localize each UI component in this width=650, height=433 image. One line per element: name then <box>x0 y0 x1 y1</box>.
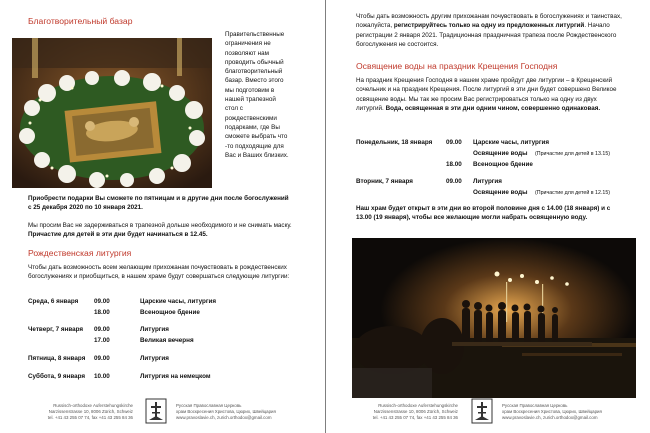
bazaar-line: подарками, где Вы <box>225 123 280 131</box>
schedule-time: 09.00 <box>94 355 110 362</box>
icon-with-flowers-photo <box>12 38 212 188</box>
schedule-service: Литургия на немецком <box>140 373 211 380</box>
night-water-blessing-photo <box>352 238 636 398</box>
bazaar-line: проводить обычный <box>225 58 284 66</box>
footer-line: Русская Православная Церковь <box>176 403 242 408</box>
closing-paragraph: Наш храм будет открыт в эти дни во второй половине дня с 14.00 (18 января) и с 13.00 (19 января), чтобы все желающие могли набрать освященную воду. <box>356 205 611 222</box>
schedule-service: Литургия <box>140 355 169 362</box>
schedule-day: Суббота, 9 января <box>28 373 86 380</box>
bazaar-line: ограничения не <box>225 40 271 48</box>
liturgy-intro: Чтобы дать возможность всем желающим прихожанам почувствовать в рождественских богослужениях и приобщиться, в нашем храме будут совершаться следующие литургии: <box>28 264 290 281</box>
schedule-day: Четверг, 7 января <box>28 326 84 333</box>
schedule-time: 10.00 <box>94 373 110 380</box>
bazaar-side-text <box>225 30 320 160</box>
footer-line: www.pravoslavie.ch, zurich.orthodox@gmail.com <box>176 414 272 420</box>
footer-line: Russisch-orthodoxe Auferstehungskirche <box>378 403 458 408</box>
footer-russian-address <box>176 403 276 420</box>
schedule-day: Понедельник, 18 января <box>356 139 433 146</box>
water-title: Освящение воды на праздник Крещения Господня <box>356 61 558 71</box>
schedule-time: 18.00 <box>446 161 462 168</box>
schedule-service: Великая вечерня <box>140 337 194 344</box>
schedule-day: Пятница, 8 января <box>28 355 86 362</box>
bazaar-title: Благотворительный базар <box>28 16 133 26</box>
schedule-time: 09.00 <box>446 139 462 146</box>
water-text: На праздник Крещения Господня в нашем храме пройдут две литургии – в Крещенский сочельник и на праздник Крещения. После литургий в эти дни будет совершено Великое освящение воды. Мы так же просим Вас регистрироваться только на одну из двух литургий. <box>356 77 617 112</box>
schedule-note: (Причастие для детей в 12.15) <box>535 190 611 196</box>
schedule-day: Среда, 6 января <box>28 298 79 305</box>
schedule-service: Всенощное бдение <box>140 309 200 316</box>
schedule-note: (Причастие для детей в 13.15) <box>535 151 611 157</box>
right-footer <box>326 393 650 433</box>
water-bold: Вода, освященная в эти дни одним чином, совершенно одинаковая. <box>385 104 601 112</box>
bazaar-note-text: Мы просим Вас не задерживаться в трапезной дольше необходимого и не снимать маску. <box>28 222 292 229</box>
bazaar-line: стол с <box>225 105 243 113</box>
left-footer <box>0 393 325 433</box>
intro-bold: регистрируйтесь только на одну из предложенных литургий <box>393 22 585 30</box>
bazaar-line: позволяют нам <box>225 49 269 57</box>
schedule-time: 17.00 <box>94 337 110 344</box>
footer-line: храм Воскресения Христова, Цюрих, Швейцария <box>502 408 602 414</box>
right-intro-paragraph <box>356 12 628 49</box>
bazaar-line: мы подготовим в <box>225 86 275 94</box>
schedule-service: Всенощное бдение <box>473 161 533 168</box>
schedule-time: 09.00 <box>94 326 110 333</box>
bazaar-line: сможете выбрать что <box>225 133 288 141</box>
intro-text: Чтобы дать возможность другим прихожанам почувствовать в богослужениях и таинствах, пожалуйста, <box>356 13 622 30</box>
footer-line: Narzissenstrasse 10, 8006 Zürich, Schweiz <box>48 408 133 414</box>
bazaar-line: -то подходящие для <box>225 142 284 150</box>
schedule-service: Литургия <box>473 178 502 185</box>
schedule-service: Царские часы, литургия <box>473 139 550 146</box>
bazaar-note-bold: Причастие для детей в эти дни будет начинаться в 12.45. <box>28 231 208 239</box>
schedule-service: Освящение воды <box>473 150 528 157</box>
bazaar-line: Правительственные <box>225 31 285 38</box>
water-paragraph <box>356 76 626 113</box>
footer-german-address <box>373 403 458 420</box>
schedule-time: 09.00 <box>446 178 462 185</box>
schedule-time: 18.00 <box>94 309 110 316</box>
footer-line: tel. +41 43 255 07 74, fax +41 43 255 84 36 <box>372 414 458 420</box>
footer-line: Russisch-orthodoxe Auferstehungskirche <box>53 403 133 408</box>
bazaar-bold-paragraph: Приобрести подарки Вы сможете по пятницам и в другие дни после богослужений с 25 декабря 2020 по 10 января 2021. <box>28 195 289 212</box>
schedule-service: Литургия <box>140 326 169 333</box>
schedule-time: 09.00 <box>94 298 110 305</box>
bazaar-note-paragraph <box>28 221 293 240</box>
footer-line: храм Воскресения Христова, Цюрих, Швейцария <box>176 408 276 414</box>
bazaar-line: Вас и Ваших близких. <box>225 151 289 159</box>
schedule-service: Освящение воды <box>473 189 528 196</box>
schedule-service: Царские часы, литургия <box>140 298 217 305</box>
intro-rest: . Начало регистрации 2 января 2021. Традиционная праздничная трапеза после Рождественского богослужения не состоится. <box>356 22 617 48</box>
footer-line: Русская Православная Церковь <box>502 403 568 408</box>
church-logo-icon <box>145 398 167 424</box>
bazaar-line: рождественскими <box>225 114 277 122</box>
footer-line: Narzissenstrasse 10, 8006 Zürich, Schweiz <box>373 408 458 414</box>
footer-line: tel. +41 43 255 07 74, fax +41 43 255 84 36 <box>47 414 133 420</box>
right-page <box>326 0 650 433</box>
schedule-day: Вторник, 7 января <box>356 178 413 185</box>
footer-german-address <box>48 403 133 420</box>
church-logo-icon <box>471 398 493 424</box>
bazaar-line: нашей трапезной <box>225 96 276 104</box>
bazaar-line: благотворительный <box>225 68 283 76</box>
footer-line: www.pravoslavie.ch, zurich.orthodox@gmail.com <box>502 414 598 420</box>
footer-russian-address <box>502 403 602 420</box>
bazaar-line: базар. Вместо этого <box>225 77 284 85</box>
liturgy-title: Рождественская литургия <box>28 248 132 258</box>
